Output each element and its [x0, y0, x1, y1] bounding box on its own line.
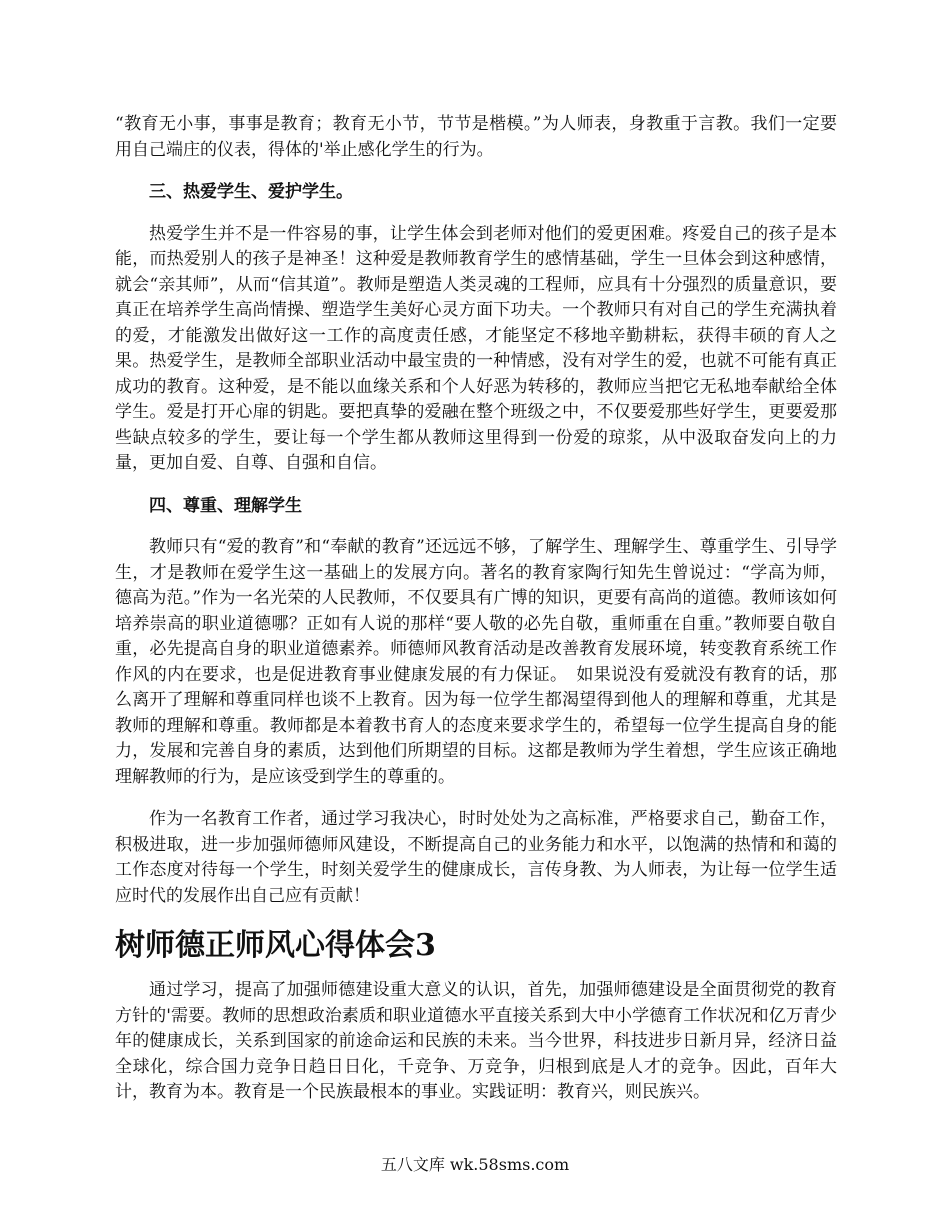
paragraph-5: 通过学习，提高了加强师德建设重大意义的认识，首先，加强师德建设是全面贯彻党的教育方针的'需要。教师的思想政治素质和职业道德水平直接关系到大中小学德育工作状况和亿万青少年的健康成长，关系到国家的前途命运和民族的未来。当今世界，科技进步日新月异，经济日益全球化，综合国力竞争日趋日日化，千竞争、万竞争，归根到底是人才的竞争。因此，百年大计，教育为本。教育是一个民族最根本的事业。实践证明：教育兴，则民族兴。	[115, 980, 837, 1102]
section-heading-3: 三、热爱学生、爱护学生。	[149, 182, 353, 202]
section-heading-4: 四、尊重、理解学生	[149, 495, 302, 516]
paragraph-2: 热爱学生并不是一件容易的事，让学生体会到老师对他们的爱更困难。疼爱自己的孩子是本能，而热爱别人的孩子是神圣！这种爱是教师教育学生的感情基础，学生一旦体会到这种感情，就会“亲其师”，从而“信其道”。教师是塑造人类灵魂的工程师，应具有十分强烈的质量意识，要真正在培养学生高尚情操、塑造学生美好心灵方面下功夫。一个教师只有对自己的学生充满执着的爱，才能激发出做好这一工作的高度责任感，才能坚定不移地辛勤耕耘，获得丰硕的育人之果。热爱学生，是教师全部职业活动中最宝贵的一种情感，没有对学生的爱，也就不可能有真正成功的教育。这种爱，是不能以血缘关系和个人好恶为转移的，教师应当把它无私地奉献给全体学生。爱是打开心扉的钥匙。要把真挚的爱融在整个班级之中，不仅要爱那些好学生，更要爱那些缺点较多的学生，要让每一个学生都从教师这里得到一份爱的琼浆，从中汲取奋发向上的力量，更加自爱、自尊、自强和自信。	[115, 223, 837, 473]
paragraph-1: “教育无小事，事事是教育；教育无小节，节节是楷模。”为人师表，身教重于言教。我们一定要用自己端庄的仪表，得体的'举止感化学生的行为。	[115, 114, 837, 160]
document-body	[115, 112, 837, 1123]
paragraph-3: 教师只有“爱的教育”和“奉献的教育”还远远不够，了解学生、理解学生、尊重学生、引导学生，才是教师在爱学生这一基础上的发展方向。著名的教育家陶行知先生曾说过：“学高为师，德高为范。”作为一名光荣的人民教师，不仅要具有广博的知识，更要有高尚的道德。教师该如何培养崇高的职业道德哪？正如有人说的那样“要人敬的必先自敬，重师重在自重。”教师要自敬自重，必先提高自身的职业道德素养。师德师风教育活动是改善教育发展环境，转变教育系统工作作风的内在要求，也是促进教育事业健康发展的有力保证。 如果说没有爱就没有教育的话，那么离开了理解和尊重同样也谈不上教育。因为每一位学生都渴望得到他人的理解和尊重，尤其是教师的理解和尊重。教师都是本着教书育人的态度来要求学生的，希望每一位学生提高自身的能力，发展和完善自身的素质，达到他们所期望的目标。这都是教师为学生着想，学生应该正确地理解教师的行为，是应该受到学生的尊重的。	[115, 537, 837, 787]
footer-watermark: 五八文库 wk.58sms.com	[380, 1155, 570, 1174]
article-title-3: 树师德正师风心得体会3	[115, 928, 436, 963]
paragraph-4: 作为一名教育工作者，通过学习我决心，时时处处为之高标准，严格要求自己，勤奋工作，积极进取，进一步加强师德师风建设，不断提高自己的业务能力和水平，以饱满的热情和和蔼的工作态度对待每一个学生，时刻关爱学生的健康成长，言传身教、为人师表，为让每一位学生适应时代的发展作出自己应有贡献！	[115, 809, 837, 906]
